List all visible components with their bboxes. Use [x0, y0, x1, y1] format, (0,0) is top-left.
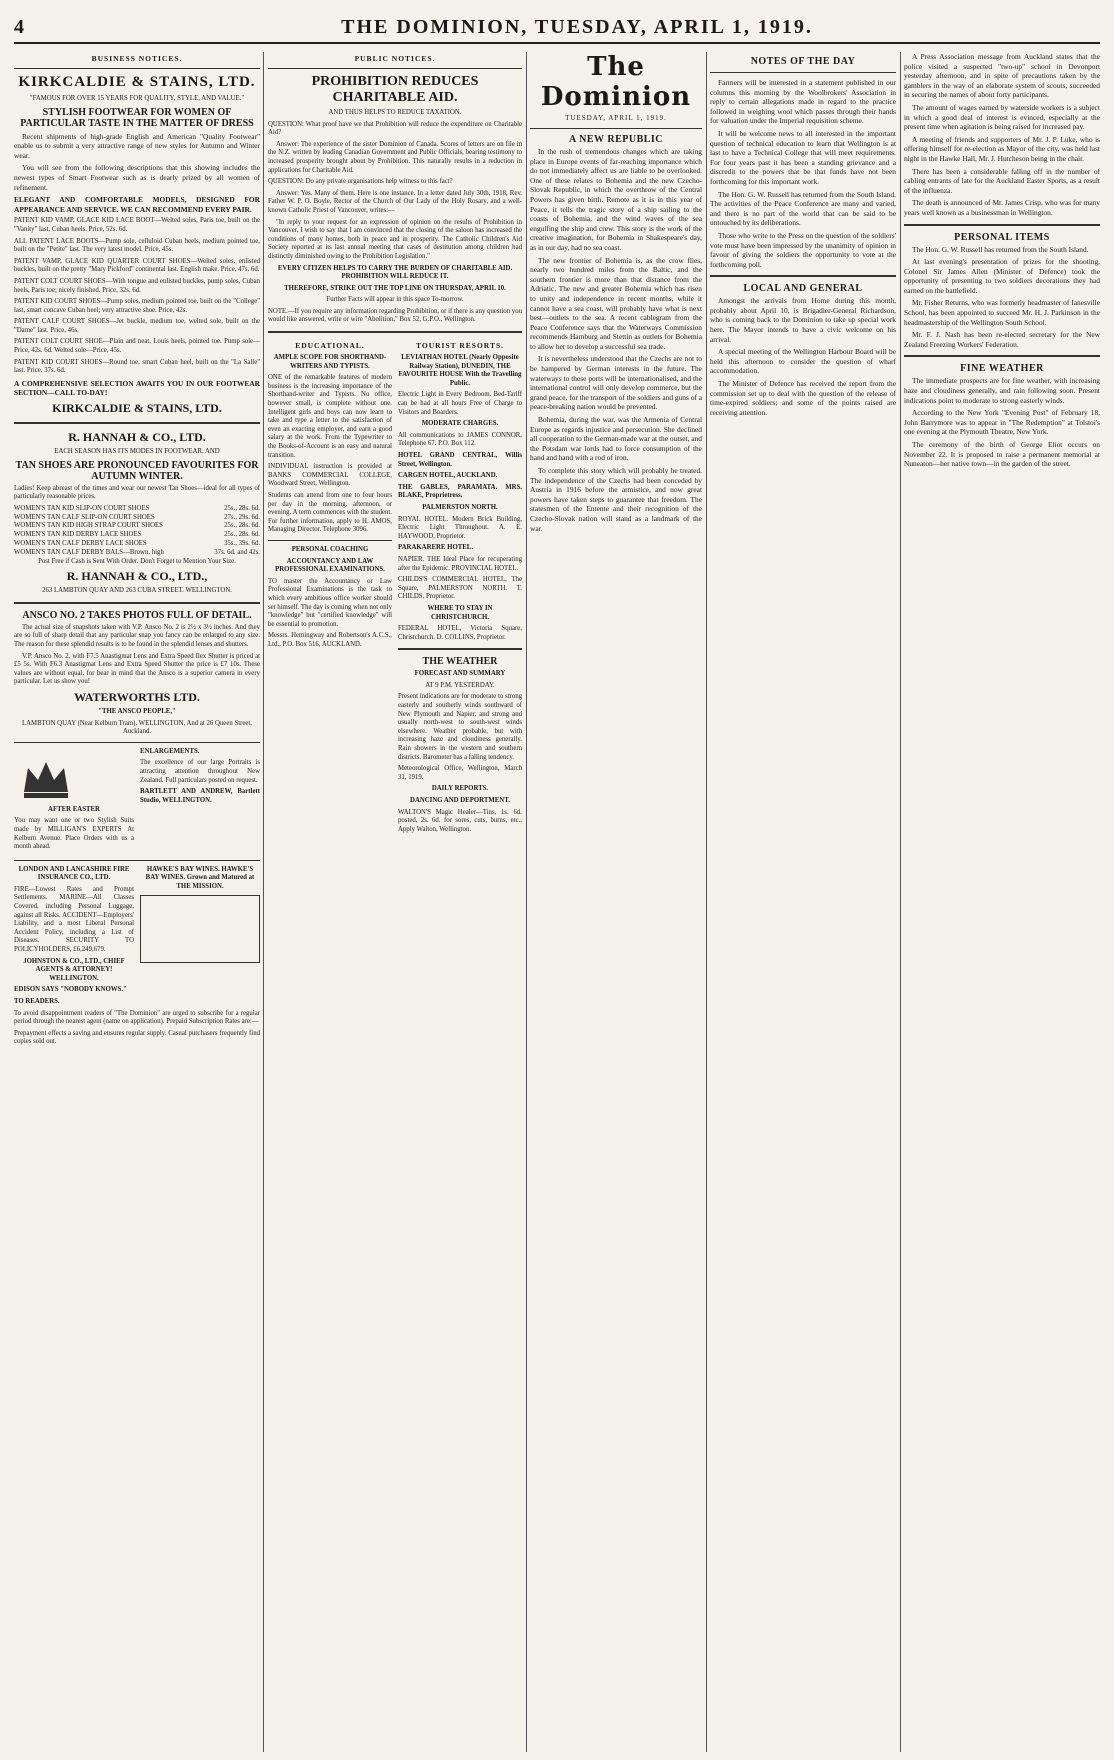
news-paragraph: There has been a considerable falling off in the number of cabling entrants of late for the Auckland Easter Sports, as a result of the influenza. — [904, 166, 1100, 195]
footwear-headline: STYLISH FOOTWEAR FOR WOMEN OF PARTICULAR TASTE IN THE MATTER OF DRESS — [20, 106, 254, 129]
ad-note: Post Free if Cash is Sent With Order. Don't Forget to Mention Your Size. — [38, 557, 236, 565]
prohibition-headline: PROHIBITION REDUCES CHARITABLE AID. — [311, 74, 479, 105]
ad-paragraph: Electric Light in Every Bedroom. Bed-Tariff can be had at all hours Free of Charge to Visitors and Boarders. — [398, 391, 522, 416]
ad-subhead: DANCING AND DEPORTMENT. — [410, 797, 510, 804]
ad-subhead: PALMERSTON NORTH. — [422, 503, 498, 511]
shoe-item: PATENT COLT COURT SHOE—Plain and neat, Louis heels, pointed toe. Pump sole—Price, 42s. 6d. Welted sole—Price, 45s. — [14, 338, 260, 355]
column-rule — [900, 52, 901, 1752]
shoe-item: PATENT KID COURT SHOES—Round toe, smart Cuban heel, built on the "La Salle" last. Price, 37s. 6d. — [14, 358, 260, 375]
ad-paragraph: You will see from the following descriptions that this showing includes the newest types of Smart Footwear such as is dearly prized by all women of refinement. — [14, 163, 260, 192]
page-title: THE DOMINION, TUESDAY, APRIL 1, 1919. — [341, 15, 813, 38]
column-rule — [263, 52, 264, 1752]
divider — [710, 275, 896, 277]
personal-paragraph: The Hon. G. W. Russell has returned from the South Island. — [912, 244, 1089, 254]
accountancy-heading: ACCOUNTANCY AND LAW PROFESSIONAL EXAMINATIONS. — [275, 557, 385, 574]
answer-text: Answer: Yes. Many of them. Here is one instance. In a letter dated July 30th, 1918, Rev. Father W. P. O. Boyle, Rector of the Church of Our Lady of the Holy Rosary, and a well-known Catholic Priest of Vancouver, writes:— — [268, 189, 522, 214]
question-text: QUESTION: Do any private organisations help witness to this fact? — [268, 178, 453, 186]
notice-callout: EVERY CITIZEN HELPS TO CARRY THE BURDEN OF CHARITABLE AID. PROHIBITION WILL REDUCE IT. — [277, 264, 513, 281]
insurance-ad — [14, 866, 134, 998]
editorial-paragraph: Bohemia, during the war, was the Armenia of Central Europe as regards injustice and persecution. She declined all cooperation to the German-made war at the outset, and the Potsdam war lords had to force consumption of the hand and hand with a rod of iron. — [530, 415, 702, 463]
shoe-item: PATENT VAMP, GLACE KID QUARTER COURT SHOES—Welted soles, enlisted buckles, built on the pretty "Mary Pickford" continental last. English make. Price, 47s. 6d. — [14, 257, 260, 274]
prohibition-subheading: AND THUS HELPS TO REDUCE TAXATION. — [328, 109, 462, 116]
waterworths-address: LAMBTON QUAY (Near Kelburn Tram), WELLINGTON, And at 26 Queen Street, Auckland. — [22, 719, 252, 736]
column-rule — [706, 52, 707, 1752]
notice-note: NOTE.—If you require any information regarding Prohibition, or if there is any question you would like answered, write or wire "Abolition," Box 52, G.P.O., Wellington. — [268, 307, 522, 324]
ad-paragraph: Students can attend from one to four hours per day in the morning, afternoon, or evening. A term commences with the student. For further information, apply to H. AMOS, Managing Director. Telephone 3096. — [268, 491, 392, 534]
weather-paragraph: The ceremony of the birth of George Eliot occurs on November 22. It is proposed to raise a permanent memorial at Nuneaton—her native town—in the garden of the street. — [904, 440, 1100, 469]
ad-paragraph: FIRE—Lowest Rates and Prompt Settlements. MARINE—All Classes Covered, including Personal Luggage, against all Risks. ACCIDENT—Employers' Liability, and a most Liberal Personal Accident Policy, including a List of Diseases. SECURITY TO POLICYHOLDERS, £6,249,679. — [14, 885, 134, 954]
weather-heading: THE WEATHER — [422, 656, 498, 668]
section-label: PUBLIC NOTICES. — [354, 54, 436, 63]
easter-heading: AFTER EASTER — [48, 805, 100, 813]
hotel-heading: HOTEL GRAND CENTRAL, Willis Street, Wellington. — [398, 452, 522, 468]
forecast-heading: FORECAST AND SUMMARY — [414, 670, 506, 678]
wines-heading: HAWKE'S BAY WINES. HAWKE'S BAY WINES. Grown and Matured at THE MISSION. — [145, 865, 255, 890]
ad-subhead: DAILY REPORTS. — [431, 785, 489, 793]
local-paragraph: The Minister of Defence has received the report from the commission set up to deal with the question of the release of time-expired soldiers; and some of the points raised are receiving attention. — [710, 379, 896, 417]
local-paragraph: A special meeting of the Wellington Harbour Board will be held this afternoon to consider the question of wharf accommodation. — [710, 347, 896, 376]
shoe-item: PATENT KID COURT SHOES—Pump soles, medium pointed toe, built on the "College" last, smart concave Cuban heel; very attractive shoe. Price, 42s. — [14, 298, 260, 314]
waterworths-title: WATERWORTHS LTD. — [74, 689, 200, 704]
educational-column — [268, 339, 392, 837]
ad-paragraph: ONE of the remarkable features of modern business is the increasing importance of the Shorthand-writer and Typists. No office, however small, is complete without one. Intelligent girls and boys can now learn to take and type a letter to the satisfaction of even an exacting employer, and earn a good salary at the work. From the Typewriter to the Books-of-Account is an easy and natural transition. — [268, 374, 392, 459]
hannah-footer: R. HANNAH & CO., LTD., — [66, 569, 208, 584]
milligan-ad — [14, 748, 134, 855]
price-row: WOMEN'S TAN KID HIGH STRAP COURT SHOES 25s., 28s. 6d. — [14, 522, 260, 530]
editorial-paragraph: It is nevertheless understood that the Czechs are not to be hampered by German interests in the future. The waterways to these ports will be internationalised, and the international control will only develop commerce, but the grand peace, for the transport of the soldiers and guns of a peace-breaking nation would be prevented. — [530, 354, 702, 412]
divider — [904, 224, 1100, 226]
editorial-paragraph: In the rush of tremendous changes which are taking place in Europe events of far-reaching importance which do not immediately affect us are liable to be overlooked. One of these relates to Bohemia and the new Czecho-Slovak Republic, in which the overthrow of the Central Powers has given birth. Remote as it is in this year of Peace, it tells the tragic story of a ship sailing to the coasts of Bohemia, and the wind waves of the sea engulfing the ship and crew. This story is the work of the creative imagination, for Bohemia in Shakespeare's day, as in our day, had no sea coast. — [530, 147, 702, 252]
hotel-heading: LEVIATHAN HOTEL (Nearly Opposite Railway Station), DUNEDIN, THE FAVOURITE HOUSE With the Travelling Public. — [398, 354, 522, 387]
waterworths-subtitle: "THE ANSCO PEOPLE," — [98, 707, 176, 715]
divider — [14, 860, 260, 861]
nameplate: The Dominion — [540, 52, 692, 112]
masthead — [14, 12, 1100, 44]
bartlett-address: BARTLETT AND ANDREW, Bartlett Studio, WELLINGTON. — [140, 788, 260, 804]
editorial-date: TUESDAY, APRIL 1, 1919. — [565, 114, 667, 122]
personal-paragraph: At last evening's presentation of prizes for the shooting, Colonel Sir James Allen (Minister of Defence) took the opportunity of presenting to two soldiers decorations they had earned on the battlefield. — [904, 257, 1100, 295]
local-paragraph: Amongst the arrivals from Home during this month, probably about April 10, is Brigadier-General Richardson, who is coming back to the Dominion to take up special work here. The Mayor intends to have a civic welcome on his arrival. — [710, 296, 896, 344]
hannah-headline: TAN SHOES ARE PRONOUNCED FAVOURITES FOR AUTUMN WINTER. — [15, 459, 259, 482]
section-label: EDUCATIONAL. — [295, 341, 365, 351]
editorial-paragraph: The new frontier of Bohemia is, as the crow flies, nearly two hundred miles from the Baltic, and the southern frontier is more than that distance from the Adriatic. The new and greater Bohemia which has risen to unity and independence in recent months, while it cannot have a sea coast, will probably have what is next best—outlets to the sea. A recent cablegram from the Peace Conference says that the Waterways Commission recommends Hamburg and Stettin as outlets for Bohemia to allow her to develop a successful sea trade. — [530, 255, 702, 351]
ad-paragraph: Ladies! Keep abreast of the times and wear our newest Tan Shoes—ideal for all types of particularly reasonable prices. — [14, 484, 260, 501]
notice-note: Further Facts will appear in this space To-morrow. — [326, 296, 464, 304]
divider — [268, 540, 392, 541]
ad-paragraph: You may want one or two Stylish Suits made by MILLIGAN'S EXPERTS At Kelburn Avenue. Place Orders with us a month ahead. — [14, 817, 134, 851]
editorial-paragraph: To complete this story which will probably be treated. The independence of the Czechs had been conceded by Austria in 1916 before the armistice, and now great powers have taken steps to guarantee that freedom. The statesmen of the Entente and their recognition of the Czecho-Slovak nation will stand as a landmark of the war. — [530, 466, 702, 533]
shoe-item: ALL PATENT LACE BOOTS—Pump sole, celluloid Cuban heels, medium pointed toe, built on the "Petite" last. The very latest model. Price, 45s. — [14, 237, 260, 254]
divider — [14, 68, 260, 69]
news-paragraph: A meeting of friends and supporters of Mr. J. P. Luke, who is offering himself for re-election as Mayor of the city, was held last night in the Hawke Hall, Mr. J. Hutcheson being in the chair. — [904, 134, 1100, 163]
personal-paragraph: Mr. F. J. Nash has been re-elected secretary for the New Zealand Freezing Workers' Federation. — [904, 330, 1100, 349]
ad-subhead: ELEGANT AND COMFORTABLE MODELS, DESIGNED FOR APPEARANCE AND SERVICE. WE CAN RECOMMEND EVERY PAIR. — [14, 195, 260, 214]
hannah-subtitle: EACH SEASON HAS ITS MODES IN FOOTWEAR, AND — [54, 448, 220, 456]
hotel-heading: THE GABLES, PARAMATA. MRS. BLAKE, Proprietress. — [398, 483, 522, 500]
tourist-column — [398, 339, 522, 837]
divider — [904, 355, 1100, 357]
hotel-heading: CHILDS'S COMMERCIAL HOTEL, The Square, PALMERSTON NORTH. T. CHILDS, Proprietor. — [398, 576, 522, 601]
divider — [398, 648, 522, 650]
column-business-notices — [14, 52, 260, 1752]
kirkcaldie-footer: KIRKCALDIE & STAINS, LTD. — [52, 401, 222, 416]
divider — [530, 128, 702, 129]
ad-subhead: MODERATE CHARGES. — [421, 420, 499, 428]
editorial-headline: A NEW REPUBLIC — [568, 134, 664, 145]
wine-list — [140, 895, 260, 963]
forecast-source: Meteorological Office, Wellington, March 31, 1919. — [398, 765, 522, 781]
divider — [268, 68, 522, 69]
notes-paragraph: Those who write to the Press on the question of the soldiers' vote must have been impressed by the unanimity of opinion in favour of giving the soldiers the opportunity to vote at the forthcoming poll. — [710, 230, 896, 269]
ad-paragraph: INDIVIDUAL instruction is provided at BANKS COMMERCIAL COLLEGE, Woodward Street, Wellington. — [268, 463, 392, 488]
hannah-title: R. HANNAH & CO., LTD. — [68, 430, 206, 445]
ad-row — [268, 339, 522, 837]
news-paragraph: The death is announced of Mr. James Crisp, who was for many years well known as a businessman in Wellington. — [904, 198, 1100, 217]
price-row: WOMEN'S TAN CALF DERBY LACE SHOES 35s., 39s. 6d. — [14, 540, 260, 547]
ad-row — [14, 866, 260, 998]
hotel-heading: CARGEN HOTEL, AUCKLAND. — [398, 472, 498, 480]
divider — [14, 742, 260, 743]
weather-paragraph: According to the New York "Evening Post" of February 18, John Barrymore was to appear in "The Redemption" at Tolstoi's one evening at the Plymouth Theatre, New York. — [904, 408, 1100, 437]
notice-callout: THEREFORE, STRIKE OUT THE TOP LINE ON THURSDAY, APRIL 10. — [284, 284, 506, 292]
ad-paragraph: Messrs. Hemingway and Robertson's A.C.S., Ltd., P.O. Box 516, AUCKLAND. — [268, 632, 392, 648]
ad-subhead: A COMPREHENSIVE SELECTION AWAITS YOU IN OUR FOOTWEAR SECTION—CALL TO-DAY! — [14, 378, 260, 398]
question-text: QUESTION: What proof have we that Prohibition will reduce the expenditure on Charitable Aid? — [268, 120, 522, 137]
column-public-notices — [268, 52, 522, 1752]
local-headline: LOCAL AND GENERAL — [743, 283, 863, 295]
hotel-heading: ROYAL HOTEL. Modern Brick Building, Electric Light Throughout. A. E. HAYWOOD, Proprietor. — [398, 515, 522, 540]
ample-heading: AMPLE SCOPE FOR SHORTHAND-WRITERS AND TYPISTS. — [273, 354, 387, 370]
crown-logo-icon — [18, 754, 74, 802]
ad-paragraph: To avoid disappointment readers of "The Dominion" are urged to subscribe for a regular period through the nearest agent (name on application). Prepaid Subscription Rates are:— — [14, 1009, 260, 1026]
forecast-text: Present indications are for moderate to strong easterly and southerly winds southward of New Plymouth and Napier, and strong and usually north-west to south-west winds elsewhere. Weather probable, but with increasing haze and cloudiness generally. Rain showers in the western and southern districts. Barometer has a falling tendency. — [398, 693, 522, 761]
divider — [14, 422, 260, 424]
hannah-address: 263 LAMBTON QUAY AND 263 CUBA STREET. WELLINGTON. — [42, 587, 232, 595]
notes-paragraph: Farmers will be interested in a statement published in our columns this morning by the Woolbrokers' Association in reply to certain allegations made in regard to the practice followed in weighing wool which passes through their hands for valuation under the Imperial requisition scheme. — [710, 78, 896, 126]
weather-headline: FINE WEATHER — [960, 363, 1044, 375]
hotel-heading: FEDERAL HOTEL, Victoria Square, Christchurch. D. COLLINS, Proprietor. — [398, 625, 522, 641]
forecast-time: AT 9 P.M. YESTERDAY. — [425, 681, 495, 689]
price-row: WOMEN'S TAN CALF DERBY BALS—Brown, high 37s. 6d. and 42s. — [14, 548, 260, 556]
ad-paragraph: The excellence of our large Portraits is attracting attention throughout New Zealand. Full particulars posted on request. — [140, 759, 260, 784]
ansco-headline: ANSCO NO. 2 TAKES PHOTOS FULL OF DETAIL. — [22, 609, 252, 621]
price-row: WOMEN'S TAN KID DERBY LACE SHOES 25s., 28s. 6d. — [14, 531, 260, 539]
column-rule — [526, 52, 527, 1752]
column-notes — [710, 52, 896, 1752]
edison-heading: EDISON SAYS "NOBODY KNOWS." — [14, 986, 127, 994]
ad-paragraph: V.P. Ansco No. 2, with F7.5 Anastigmat Lens and Extra Speed Ilex Shutter is priced at £5 5s. With F6.3 Anastigmat Lens and Extra Speed Shutter the price is £7 10s. These values are without equal, for bear in mind that the Ansco is a superior camera in every particular. Let us show you! — [14, 652, 260, 686]
ad-subhead: WHERE TO STAY IN CHRISTCHURCH. — [427, 604, 493, 621]
hotel-heading: NAPIER. THE Ideal Place for recuperating after the Epidemic. PROVINCIAL HOTEL. — [398, 555, 522, 572]
divider — [268, 331, 522, 333]
price-row: WOMEN'S TAN KID SLIP-ON COURT SHOES 25s., 28s. 6d. — [14, 504, 260, 512]
ad-paragraph: The actual size of snapshots taken with V.P. Ansco No. 2 is 2½ x 3½ inches. And they are so full of sharp detail that any particular snap you fancy can be enlarged to any size. The reason for these splendid results is to be found in the splendid lenses and shutters. — [14, 623, 260, 648]
shoe-item: PATENT COLT COURT SHOES—With tongue and enlisted buckles, pump soles, Cuban heels, Paris toe; nicely finished. Price, 32s. 6d. — [14, 277, 260, 294]
quote-text: "In reply to your request for an expression of opinion on the results of Prohibition in Vancouver, I wish to say that I am convinced that the closing of the saloon has increased the conditions of many homes, both in peace and in prosperity. The Catholic Children's Aid Society reported at its last annual meeting that cases of destitution among children had distinctly diminished owing to the Prohibition Legislation." — [268, 218, 522, 260]
news-paragraph: The amount of wages earned by waterside workers is a subject in which a good deal of interest is evinced, especially at the present time when agitation is being raised for increased pay. — [904, 102, 1100, 132]
kirkcaldie-title: KIRKCALDIE & STAINS, LTD. — [18, 74, 256, 90]
divider — [14, 602, 260, 604]
weather-paragraph: The immediate prospects are for fine weather, with increasing haze and cloudiness generally, and rain following soon. Present indications point to moderate to strong easterly winds. — [904, 376, 1100, 405]
divider — [710, 72, 896, 73]
shoe-item: PATENT KID VAMP, GLACE KID LACE BOOT—Welted soles, Paris toe, built on the "Vanity" last, Cuban heels. Price, 52s. 6d. — [14, 217, 260, 233]
kirkcaldie-tagline: "FAMOUS FOR OVER 15 YEARS FOR QUALITY, STYLE, AND VALUE." — [29, 95, 245, 102]
notes-paragraph: It will be welcome news to all interested in the important question of technical education to learn that Wellington is at last to have a Technical College that will meet requirements. For four years past it has been a standing grievance and a discredit to the powers that be that funds have not been forthcoming for this important work. — [710, 128, 896, 186]
coaching-heading: PERSONAL COACHING — [291, 545, 369, 553]
ad-paragraph: TO master the Accountancy or Law Professional Examinations is the task to which every ambitious office worker should set himself. The day is coming when not only "knowledge" but "certified knowledge" will be essential to promotion. — [268, 577, 392, 628]
enlargements-ad — [140, 748, 260, 855]
ad-paragraph: Prepayment effects a saving and ensures regular supply. Casual purchasers frequently find copies sold out. — [14, 1029, 260, 1046]
hotel-heading: PARAKARERE HOTEL. — [398, 544, 474, 552]
readers-heading: TO READERS. — [14, 998, 60, 1005]
section-label: TOURIST RESORTS. — [416, 341, 504, 351]
notes-paragraph: The Hon. G. W. Russell has returned from the South Island. The activities of the Peace Conference are many and varied, and there is no part of the world that can be said to be untouched by its deliberations. — [710, 189, 896, 228]
price-row: WOMEN'S TAN CALF SLIP-ON COURT SHOES 27s., 29s. 6d. — [14, 513, 260, 521]
personal-headline: PERSONAL ITEMS — [954, 231, 1050, 243]
johnston-agents: JOHNSTON & CO., LTD., CHIEF AGENTS & ATTORNEY! WELLINGTON. — [23, 957, 125, 982]
notes-headline: NOTES OF THE DAY — [750, 56, 856, 67]
answer-text: Answer: The experience of the sister Dominion of Canada. Scores of letters are on file in the N.Z. written by leading Canadian Government and Public Officials, bearing testimony to increased prosperity brought about by Prohibition. This naturally results in a reduction in applications for Charitable Aid. — [268, 140, 522, 174]
ad-paragraph: Recent shipments of high-grade English and American "Quality Footwear" enable us to submit a very attractive range of new styles for Autumn and Winter wear. — [14, 131, 260, 160]
section-label: BUSINESS NOTICES. — [91, 54, 183, 63]
news-paragraph: A Press Association message from Auckland states that the police visited a suspected "two-up" school in Devonport yesterday afternoon, and in spite of precautions taken by the gamblers in the way of an elaborate system of scouts, succeeded in securing the names of about forty participants. — [904, 52, 1100, 100]
enlargements-heading: ENLARGEMENTS. — [140, 747, 200, 755]
shoe-item: PATENT CALF COURT SHOES—Jet buckle, medium toe, welted sole, built on the "Dame" last. Price, 46s. — [14, 318, 260, 334]
ad-paragraph: WALTON'S Magic Healer—Tins, 1s. 6d. posted, 2s. 6d. for sores, cuts, burns, etc., Apply Walton, Wellington. — [398, 808, 522, 833]
ad-row — [14, 748, 260, 855]
personal-paragraph: Mr. Fisher Returns, who was formerly headmaster of Ianesville School, has been appointed to succeed Mr. H. J. Parkinson in the headmastership of the Wellington South School. — [904, 298, 1100, 327]
page-number: 4 — [14, 15, 24, 38]
column-editorial — [530, 52, 702, 1752]
insurance-heading: LONDON AND LANCASHIRE FIRE INSURANCE CO., LTD. — [18, 865, 130, 882]
ad-paragraph: All communications to JAMES CONNOR, Telephone 67. P.O. Box 112. — [398, 431, 522, 448]
column-general — [904, 52, 1100, 1752]
wines-ad — [140, 866, 260, 998]
